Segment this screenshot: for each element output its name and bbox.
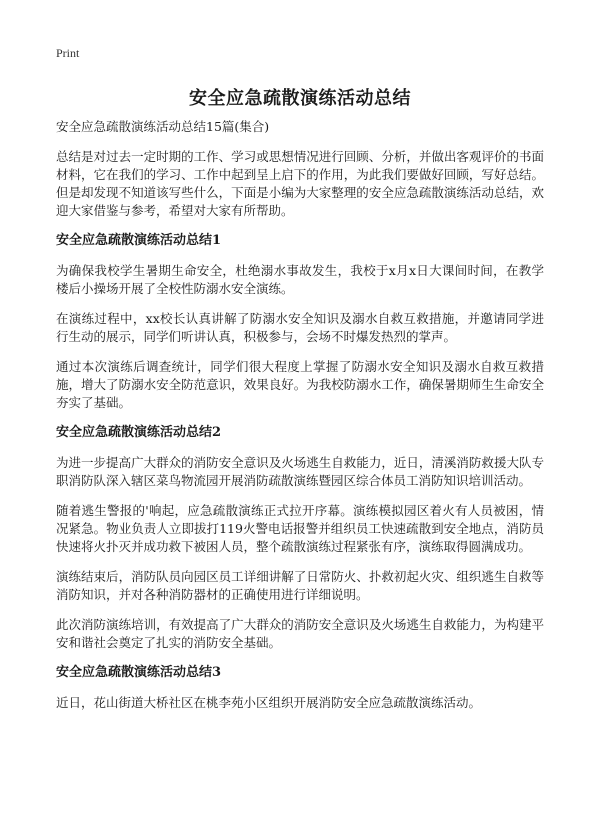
section-3-paragraph: 近日，花山街道大桥社区在桃李苑小区组织开展消防安全应急疏散演练活动。 <box>56 695 482 710</box>
section-2-paragraph: 随着逃生警报的'响起，应急疏散演练正式拉开序幕。演练模拟园区着火有人员被困，情况紧急。物业负责人立即拔打119火警电话报警并组织员工快速疏散到安全地点，消防员快速将火扑灭并成功救下被困人员，整个疏散演练过程紧张有序，演练取得圆满成功。 <box>56 503 544 554</box>
section-2-paragraph: 为进一步提高广大群众的消防安全意识及火场逃生自救能力，近日，清溪消防救援大队专职消防队深入辖区菜鸟物流园开展消防疏散演练暨园区综合体员工消防知识培训活动。 <box>56 455 544 488</box>
document-title: 安全应急疏散演练活动总结 <box>189 88 411 109</box>
document-subtitle: 安全应急疏散演练活动总结15篇(集合) <box>56 119 270 134</box>
section-1-paragraph: 通过本次演练后调查统计，同学们很大程度上掌握了防溺水安全知识及溺水自救互救措施，增大了防溺水安全防范意识，效果良好。为我校防溺水工作，确保暑期师生生命安全夯实了基础。 <box>56 359 544 410</box>
section-2-paragraph: 演练结束后，消防队员向园区员工详细讲解了日常防火、扑救初起火灾、组织逃生自救等消防知识，并对各种消防器材的正确使用进行详细说明。 <box>56 569 544 602</box>
print-link[interactable]: Print <box>56 46 80 60</box>
section-heading-1: 安全应急疏散演练活动总结1 <box>56 233 222 248</box>
intro-paragraph: 总结是对过去一定时期的工作、学习或思想情况进行回顾、分析，并做出客观评价的书面材料，它在我们的学习、工作中起到呈上启下的作用，为此我们要做好回顾，写好总结。但是却发现不知道该写些什么，下面是小编为大家整理的安全应急疏散演练活动总结，欢迎大家借鉴与参考，希望对大家有所帮助。 <box>56 149 544 218</box>
section-heading-3: 安全应急疏散演练活动总结3 <box>56 665 222 680</box>
section-1-paragraph: 在演练过程中，xx校长认真讲解了防溺水安全知识及溺水自救互救措施，并邀请同学进行生动的展示，同学们听讲认真，积极参与，会场不时爆发热烈的掌声。 <box>56 311 544 344</box>
section-heading-2: 安全应急疏散演练活动总结2 <box>56 425 222 440</box>
document-body <box>56 118 544 724</box>
section-2-paragraph: 此次消防演练培训，有效提高了广大群众的消防安全意识及火场逃生自救能力，为构建平安和谐社会奠定了扎实的消防安全基础。 <box>56 617 544 650</box>
section-1-paragraph: 为确保我校学生暑期生命安全，杜绝溺水事故发生，我校于x月x日大课间时间，在教学楼后小操场开展了全校性防溺水安全演练。 <box>56 263 544 296</box>
